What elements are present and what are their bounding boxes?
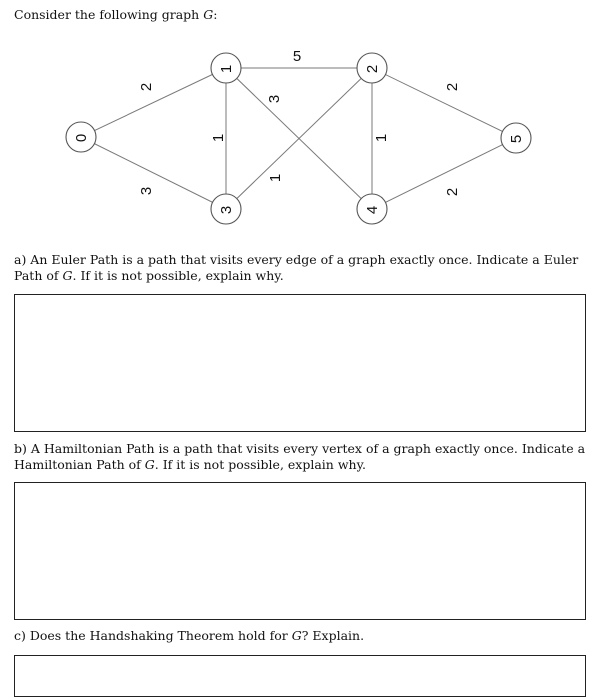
question-b: b) A Hamiltonian Path is a path that visits every vertex of a graph exactly once. Indicate a Hamiltonian Path of G. If it is not possible, explain why.: [14, 441, 586, 472]
edge-weight-0-3: 3: [138, 186, 155, 196]
graph-name: G: [203, 7, 214, 22]
answer-box-c[interactable]: [14, 655, 586, 697]
edge-weight-1-3: 1: [210, 133, 227, 143]
node-2: [357, 53, 387, 83]
edge-weight-1-2: 5: [292, 48, 302, 65]
edge-weight-1-4: 3: [266, 94, 283, 104]
edge-0-1: [81, 68, 226, 137]
edge-weight-0-1: 2: [138, 82, 155, 92]
answer-box-a[interactable]: [14, 294, 586, 432]
node-label-2: 2: [364, 64, 381, 74]
node-5: [501, 123, 531, 153]
node-label-3: 3: [218, 205, 235, 215]
question-a: a) An Euler Path is a path that visits every edge of a graph exactly once. Indicate a Euler Path of G. If it is not possible, explain why.: [14, 252, 579, 283]
node-1: [211, 53, 241, 83]
intro-text: Consider the following graph G:: [14, 7, 218, 22]
edge-2-5: [372, 68, 516, 138]
node-0: [66, 122, 96, 152]
edge-weight-2-4: 1: [373, 133, 390, 143]
node-3: [211, 194, 241, 224]
node-label-1: 1: [218, 64, 235, 74]
node-label-0: 0: [73, 133, 90, 143]
weighted-graph: [0, 0, 603, 240]
node-label-5: 5: [508, 134, 525, 144]
edge-weight-3-2: 1: [267, 173, 284, 183]
node-4: [357, 194, 387, 224]
question-c: c) Does the Handshaking Theorem hold for G? Explain.: [14, 628, 365, 643]
edge-weight-4-5: 2: [444, 187, 461, 197]
node-label-4: 4: [364, 205, 381, 215]
edge-0-3: [81, 137, 226, 209]
edge-4-5: [372, 138, 516, 209]
edge-weight-2-5: 2: [444, 82, 461, 92]
answer-box-b[interactable]: [14, 482, 586, 620]
